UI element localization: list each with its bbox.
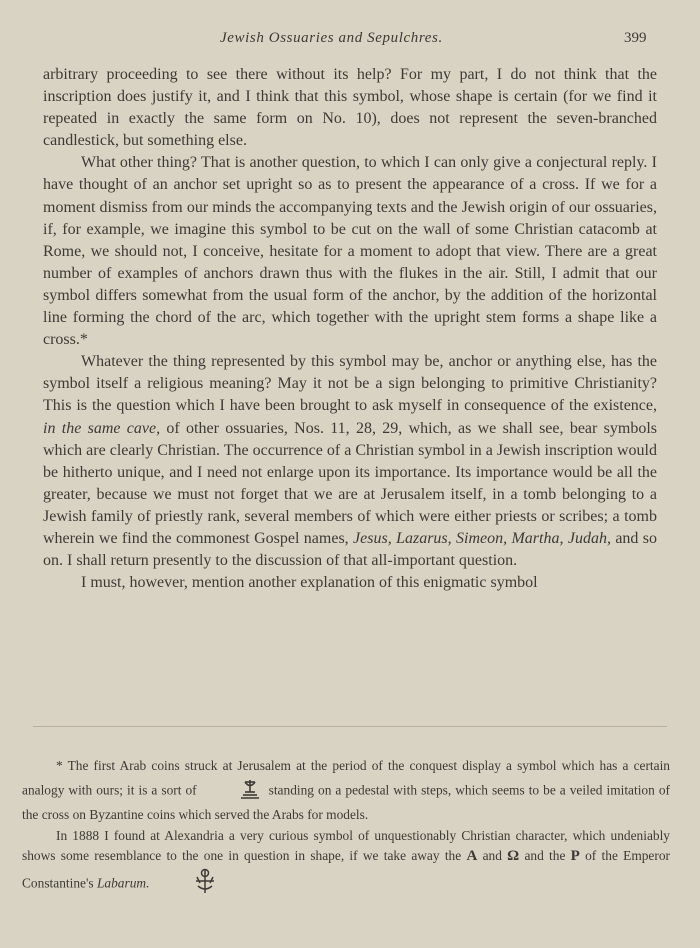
running-title: Jewish Ossuaries and Sepulchres. [220, 30, 443, 46]
labarum-word: Labarum. [96, 874, 150, 890]
footnote-2-and-1: and [477, 848, 508, 863]
paragraph-3-part-b: of other ossuaries, Nos. 11, 28, 29, which, as we shall see, bear symbols which are clearly Christian. The occurrence of a Christian symbol in a Jewish inscription would be hitherto unique, and I need not enlarge upon its importance. Its importance would be all the greater, because we must not forget that we are at Jerusalem itself, in a tomb belonging to a Jewish family of priestly rank, several members of which were either priests or scribes; a tomb wherein we find the commonest Gospel names, [43, 419, 657, 547]
paragraph-3-part-a: Whatever the thing represented by this symbol may be, anchor or anything else, has the symbol itself a religious meaning? May it not be a sign belonging to primitive Christianity? This is the question which I have been brought to ask myself in consequence of the existence, [43, 353, 657, 415]
paragraph-3-emphasis: in the same cave, [43, 419, 161, 437]
footnote-2 [22, 826, 670, 902]
paragraph-4: I must, however, mention another explanation of this enigmatic symbol [81, 574, 538, 592]
omega-letter: Ω [507, 848, 520, 864]
page-number: 399 [624, 30, 647, 46]
alpha-letter: A [466, 848, 478, 864]
footnotes [22, 756, 670, 901]
anchor-cross-symbol-icon [205, 777, 261, 806]
main-text [43, 64, 657, 594]
footnote-2-and-2: and the [519, 848, 571, 863]
paragraph-3 [43, 351, 657, 572]
footnote-1-part-a: * The first Arab coins struck at Jerusalem at the period of the conquest display a symbol which has a certain analogy with ours; it is a sort of [22, 758, 670, 797]
gospel-names: Jesus, Lazarus, Simeon, Martha, Judah, [353, 529, 611, 547]
paragraph-1: arbitrary proceeding to see there without its help? For my part, I do not think that the inscription does justify it, and I think that this symbol, whose shape is certain (for we find it repeated in exactly the same form on No. 10), does not represent the seven-branched candlestick, but something else. [43, 66, 657, 150]
footnote-2-part-a: In 1888 I found at Alexandria a very curious symbol of unquestionably Christian character, which undeniably shows some resemblance to the one in question in shape, if we take away the [22, 827, 670, 863]
rho-letter: P [570, 848, 580, 864]
labarum-symbol-icon [159, 867, 217, 902]
footnote-divider [33, 726, 667, 727]
footnote-2-part-b: of the Emperor Constantine's [22, 848, 670, 890]
paragraph-2: What other thing? That is another question, to which I can only give a conjectural reply. I have thought of an anchor set upright so as to present the appearance of a cross. If we for a moment dismiss from our minds the accompanying texts and the Jewish origin of our ossuaries, if, for example, we imagine this symbol to be cut on the wall of some Christian catacomb at Rome, we should not, I conceive, hesitate for a moment to adopt that view. There are a great number of examples of anchors drawn thus with the flukes in the air. Still, I admit that our symbol differs somewhat from the usual form of the anchor, by the addition of the horizontal line forming the chord of the arc, which together with the upright stem forms a shape like a cross.* [43, 154, 657, 349]
paragraph-3-part-c: and so on. I shall return presently to the discussion of that all-important question. [43, 529, 658, 570]
footnote-1-part-b: standing on a pedestal with steps, which seems to be a veiled imitation of the cross on Byzantine coins which served the Arabs for models. [22, 781, 670, 822]
footnote-1 [22, 756, 670, 826]
page-header [0, 30, 700, 54]
